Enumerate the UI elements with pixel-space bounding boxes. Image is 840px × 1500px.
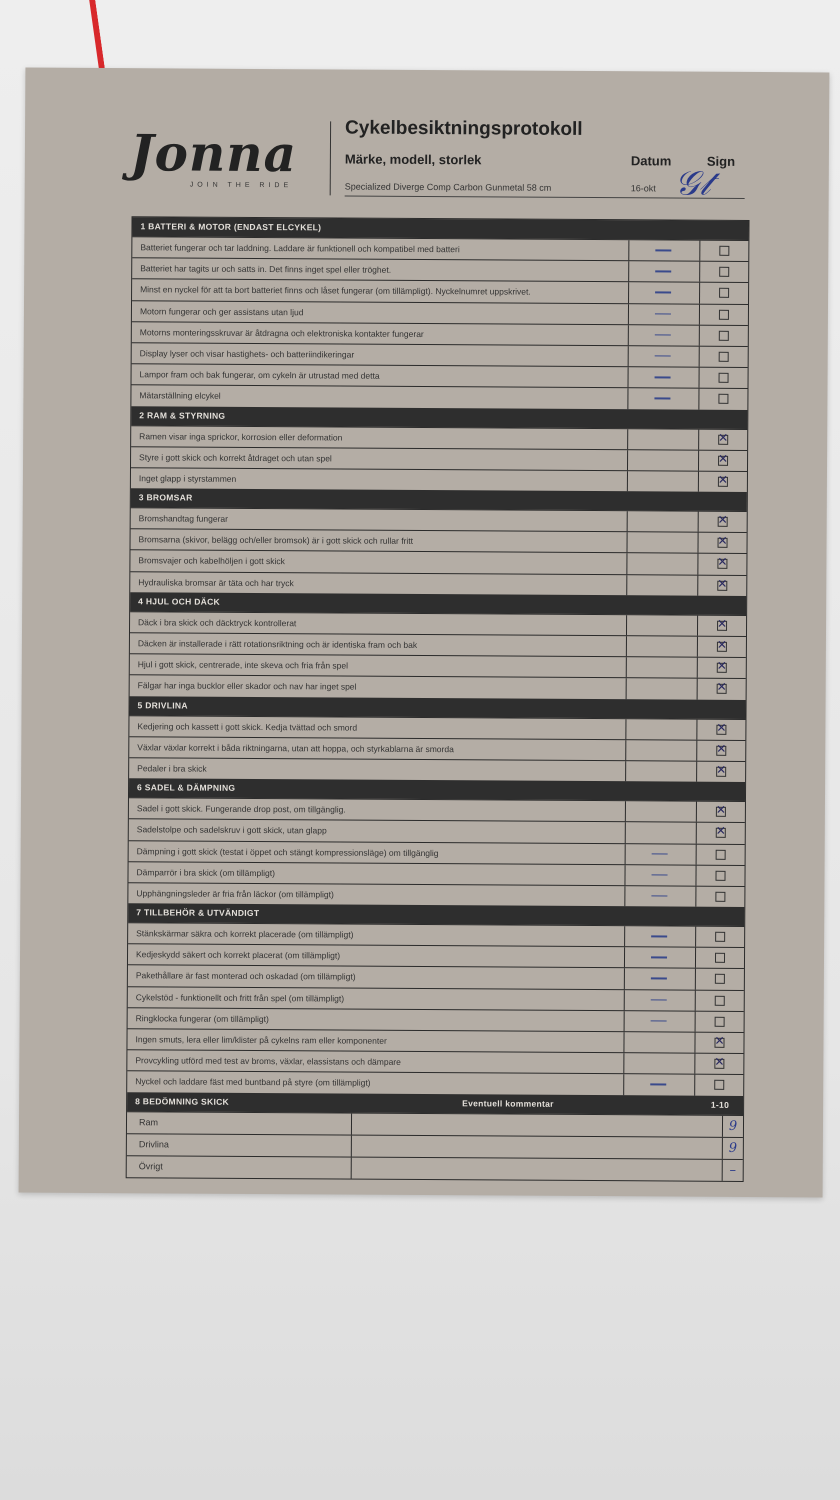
checklist-item-text: Minst en nyckel för att ta bort batteriet finns och låset fungerar (om tillämpligt). Nyckelnumret uppskrivet. — [132, 280, 629, 303]
note-cell — [626, 823, 697, 844]
not-applicable-dash — [625, 969, 696, 990]
checkbox-cell — [698, 533, 746, 553]
checklist-row — [130, 653, 746, 678]
checkbox-cell — [698, 637, 746, 657]
note-cell — [627, 615, 698, 636]
empty-checkbox[interactable] — [719, 288, 729, 298]
rating-label: Drivlina — [127, 1134, 352, 1156]
note-cell — [626, 801, 697, 822]
checklist-row — [131, 528, 747, 553]
checkbox-cell — [700, 262, 748, 282]
score-value[interactable]: – — [729, 1162, 737, 1178]
checklist-item-text: Motorn fungerar och ger assistans utan ljud — [132, 301, 629, 324]
rating-row — [127, 1111, 743, 1137]
note-cell — [627, 636, 698, 657]
comment-field[interactable] — [352, 1157, 723, 1180]
not-applicable-dash — [625, 926, 696, 947]
not-applicable-dash — [626, 844, 697, 865]
checked-checkbox[interactable] — [718, 455, 728, 465]
section-header: 6 SADEL & DÄMPNING — [129, 778, 745, 801]
checked-checkbox[interactable] — [714, 1059, 724, 1069]
checklist-item-text: Växlar växlar korrekt i båda riktningarna, utan att hoppa, och styrkablarna är smorda — [129, 737, 626, 760]
not-applicable-dash — [629, 240, 700, 261]
checklist-item-text: Dämparrör i bra skick (om tillämpligt) — [128, 862, 625, 885]
checklist-item-text: Styre i gott skick och korrekt åtdraget och utan spel — [131, 447, 628, 470]
checklist-item-text: Lampor fram och bak fungerar, om cykeln är utrustad med detta — [132, 364, 629, 387]
checklist-item-text: Pakethållare är fast monterad och oskadad (om tillämpligt) — [128, 966, 625, 989]
checkbox-cell — [699, 472, 747, 492]
checked-checkbox[interactable] — [717, 684, 727, 694]
checklist-item-text: Hjul i gott skick, centrerade, inte skeva och fria från spel — [130, 654, 627, 677]
rating-title: 8 BEDÖMNING SKICK — [135, 1095, 230, 1107]
checked-checkbox[interactable] — [717, 663, 727, 673]
checkbox-cell — [699, 389, 747, 409]
empty-checkbox[interactable] — [715, 1017, 725, 1027]
not-applicable-dash — [625, 947, 696, 968]
checklist-row — [129, 736, 745, 761]
checkbox-cell — [696, 948, 744, 968]
inspection-sheet — [19, 68, 830, 1198]
checked-checkbox[interactable] — [718, 517, 728, 527]
checklist-row — [128, 861, 744, 886]
note-cell — [628, 450, 699, 471]
checklist-row — [129, 840, 745, 865]
checklist-item-text: Däcken är installerade i rätt rotationsriktning och är identiska fram och bak — [130, 633, 627, 656]
sign-label: Sign — [706, 153, 736, 169]
logo-text: Jonna — [129, 123, 298, 184]
checklist-item-text: Fälgar har inga bucklor eller skador och nav har inget spel — [130, 676, 627, 699]
note-cell — [626, 740, 697, 761]
empty-checkbox[interactable] — [719, 267, 729, 277]
empty-checkbox[interactable] — [719, 373, 729, 383]
empty-checkbox[interactable] — [719, 309, 729, 319]
checklist-item-text: Sadelstolpe och sadelskruv i gott skick, utan glapp — [129, 820, 626, 843]
header-divider — [330, 121, 331, 195]
not-applicable-dash — [625, 1011, 696, 1032]
note-cell — [628, 429, 699, 450]
logo-tagline: JOIN THE RIDE — [189, 181, 293, 190]
rating-section-header — [127, 1092, 743, 1115]
checkbox-cell — [696, 990, 744, 1010]
checklist-row — [130, 550, 746, 575]
empty-checkbox[interactable] — [715, 974, 725, 984]
section-header: 1 BATTERI & MOTOR (ENDAST ELCYKEL) — [132, 217, 748, 240]
checked-checkbox[interactable] — [717, 642, 727, 652]
empty-checkbox[interactable] — [718, 394, 728, 404]
checkbox-cell — [698, 554, 746, 574]
checked-checkbox[interactable] — [716, 828, 726, 838]
checkbox-cell — [697, 844, 745, 864]
checked-checkbox[interactable] — [716, 746, 726, 756]
checklist-row — [128, 943, 744, 968]
checkbox-cell — [699, 450, 747, 470]
checklist-row — [131, 507, 747, 532]
checkbox-cell — [698, 679, 746, 699]
checklist-item-text: Bromshandtag fungerar — [131, 508, 628, 531]
note-cell — [626, 719, 697, 740]
checklist-item-text: Bromsarna (skivor, belägg och/eller bromsok) är i gott skick och rullar fritt — [131, 529, 628, 552]
checklist-item-text: Motorns monteringsskruvar är åtdragna och elektroniska kontakter fungerar — [132, 322, 629, 345]
not-applicable-dash — [625, 865, 696, 886]
document-title: Cykelbesiktningsprotokoll — [345, 117, 583, 140]
empty-checkbox[interactable] — [714, 1080, 724, 1090]
not-applicable-dash — [629, 346, 700, 367]
score-range-label: 1-10 — [710, 1099, 730, 1110]
empty-checkbox[interactable] — [715, 870, 725, 880]
checklist-row — [130, 611, 746, 636]
model-label: Märke, modell, storlek — [344, 151, 482, 168]
checklist-item-text: Provcykling utförd med test av broms, växlar, elassistans och dämpare — [127, 1050, 624, 1073]
empty-checkbox[interactable] — [715, 892, 725, 902]
checklist-item-text: Display lyser och visar hastighets- och batteriindikeringar — [132, 343, 629, 366]
checkbox-cell — [698, 575, 746, 595]
checkbox-cell — [700, 347, 748, 367]
score-value[interactable]: 9 — [728, 1140, 738, 1156]
not-applicable-dash — [629, 304, 700, 325]
checklist-row — [132, 300, 748, 325]
checkbox-cell — [699, 512, 747, 532]
model-value: Specialized Diverge Comp Carbon Gunmetal 58 cm — [344, 181, 552, 193]
section-header: 2 RAM & STYRNING — [131, 406, 747, 429]
checked-checkbox[interactable] — [718, 538, 728, 548]
rating-label: Övrigt — [127, 1156, 352, 1178]
checklist-item-text: Upphängningsleder är fria från läckor (om tillämpligt) — [128, 883, 625, 906]
checkbox-cell — [697, 802, 745, 822]
note-cell — [627, 575, 698, 596]
checklist-item-text: Ramen visar inga sprickor, korrosion eller deformation — [131, 426, 628, 449]
checklist-item-text: Batteriet fungerar och tar laddning. Laddare är funktionell och kompatibel med batteri — [132, 237, 629, 260]
empty-checkbox[interactable] — [716, 849, 726, 859]
checked-checkbox[interactable] — [714, 1038, 724, 1048]
not-applicable-dash — [629, 261, 700, 282]
checked-checkbox[interactable] — [716, 767, 726, 777]
checklist-row — [130, 632, 746, 657]
checklist-row — [129, 819, 745, 844]
checklist-row — [132, 321, 748, 346]
checkbox-cell — [700, 304, 748, 324]
checkbox-cell — [699, 429, 747, 449]
note-cell — [626, 761, 697, 782]
checklist-row — [132, 363, 748, 388]
checklist-item-text: Mätarställning elcykel — [131, 386, 628, 409]
checklist-row — [131, 446, 747, 471]
checklist-row — [132, 236, 748, 261]
checklist-row — [127, 1049, 743, 1074]
checkbox-cell — [697, 740, 745, 760]
score-value[interactable]: 9 — [728, 1118, 738, 1134]
checklist-item-text: Pedaler i bra skick — [129, 758, 626, 781]
checkbox-cell — [696, 865, 744, 885]
note-cell — [627, 679, 698, 700]
checklist-item-text: Kedjeskydd säkert och korrekt placerat (om tillämpligt) — [128, 944, 625, 967]
checkbox-cell — [696, 969, 744, 989]
checklist-row — [128, 922, 744, 947]
checklist-row — [131, 425, 747, 450]
checkbox-cell — [700, 325, 748, 345]
section-header: 7 TILLBEHÖR & UTVÄNDIGT — [128, 903, 744, 926]
inspection-table — [126, 216, 750, 1181]
checklist-item-text: Cykelstöd - funktionellt och fritt från spel (om tillämpligt) — [128, 987, 625, 1010]
checklist-item-text: Däck i bra skick och däcktryck kontrollerat — [130, 612, 627, 635]
checkbox-cell — [695, 1054, 743, 1074]
checkbox-cell — [695, 1075, 743, 1095]
note-cell — [624, 1053, 695, 1074]
checkbox-cell — [700, 241, 748, 261]
empty-checkbox[interactable] — [719, 352, 729, 362]
note-cell — [624, 1032, 695, 1053]
not-applicable-dash — [628, 389, 699, 410]
section-header: 5 DRIVLINA — [129, 696, 745, 719]
empty-checkbox[interactable] — [715, 932, 725, 942]
checklist-row — [132, 342, 748, 367]
checkbox-cell — [698, 615, 746, 635]
checkbox-cell — [698, 658, 746, 678]
note-cell — [627, 554, 698, 575]
checklist-row — [128, 986, 744, 1011]
checked-checkbox[interactable] — [717, 621, 727, 631]
section-header: 4 HJUL OCH DÄCK — [130, 592, 746, 615]
rating-row — [127, 1155, 743, 1181]
rating-label: Ram — [127, 1112, 352, 1134]
checked-checkbox[interactable] — [717, 559, 727, 569]
checklist-item-text: Stänkskärmar säkra och korrekt placerade (om tillämpligt) — [128, 923, 625, 946]
section-header: 3 BROMSAR — [131, 488, 747, 511]
checkbox-cell — [695, 1033, 743, 1053]
checkbox-cell — [697, 823, 745, 843]
not-applicable-dash — [629, 325, 700, 346]
checked-checkbox[interactable] — [718, 434, 728, 444]
note-cell — [628, 471, 699, 492]
checklist-row — [132, 279, 748, 304]
checklist-item-text: Bromsvajer och kabelhöljen i gott skick — [130, 551, 627, 574]
note-cell — [627, 657, 698, 678]
checkbox-cell — [699, 368, 747, 388]
empty-checkbox[interactable] — [719, 246, 729, 256]
checkbox-cell — [697, 762, 745, 782]
checkbox-cell — [697, 719, 745, 739]
checklist-item-text: Ringklocka fungerar (om tillämpligt) — [128, 1008, 625, 1031]
checked-checkbox[interactable] — [718, 477, 728, 487]
checklist-row — [129, 715, 745, 740]
not-applicable-dash — [625, 886, 696, 907]
not-applicable-dash — [624, 1075, 695, 1096]
date-value: 16-okt — [630, 183, 656, 194]
empty-checkbox[interactable] — [719, 331, 729, 341]
note-cell — [627, 532, 698, 553]
checked-checkbox[interactable] — [717, 580, 727, 590]
checklist-row — [129, 797, 745, 822]
empty-checkbox[interactable] — [715, 953, 725, 963]
not-applicable-dash — [629, 367, 700, 388]
comment-column-label: Eventuell kommentar — [462, 1097, 554, 1109]
checklist-item-text: Kedjering och kassett i gott skick. Kedja tvättad och smord — [129, 716, 626, 739]
checklist-row — [132, 257, 748, 282]
rating-row — [127, 1133, 743, 1159]
checkbox-cell — [696, 1011, 744, 1031]
checklist-item-text: Hydrauliska bromsar är täta och har tryck — [130, 572, 627, 595]
checklist-item-text: Dämpning i gott skick (testat i öppet och stängt kompressionsläge) om tillgänglig — [129, 841, 626, 864]
handwritten-signature: 𝒢𝓉 — [674, 163, 711, 204]
checkbox-cell — [696, 887, 744, 907]
comment-field[interactable] — [352, 1135, 723, 1158]
checked-checkbox[interactable] — [716, 724, 726, 734]
comment-field[interactable] — [352, 1113, 723, 1136]
note-cell — [628, 511, 699, 532]
checked-checkbox[interactable] — [716, 807, 726, 817]
checkbox-cell — [696, 927, 744, 947]
checklist-item-text: Nyckel och laddare fäst med buntband på styre (om tillämpligt) — [127, 1072, 624, 1095]
checklist-row — [128, 965, 744, 990]
checklist-item-text: Inget glapp i styrstammen — [131, 468, 628, 491]
checklist-item-text: Batteriet har tagits ur och satts in. Det finns inget spel eller tröghet. — [132, 258, 629, 281]
not-applicable-dash — [629, 283, 700, 304]
empty-checkbox[interactable] — [715, 995, 725, 1005]
checkbox-cell — [700, 283, 748, 303]
not-applicable-dash — [625, 990, 696, 1011]
brand-logo — [130, 123, 320, 204]
checklist-row — [128, 1007, 744, 1032]
checklist-item-text: Sadel i gott skick. Fungerande drop post, om tillgänglig. — [129, 798, 626, 821]
checklist-row — [127, 1028, 743, 1053]
checklist-item-text: Ingen smuts, lera eller lim/klister på cykelns ram eller komponenter — [127, 1029, 624, 1052]
date-label: Datum — [630, 153, 672, 169]
